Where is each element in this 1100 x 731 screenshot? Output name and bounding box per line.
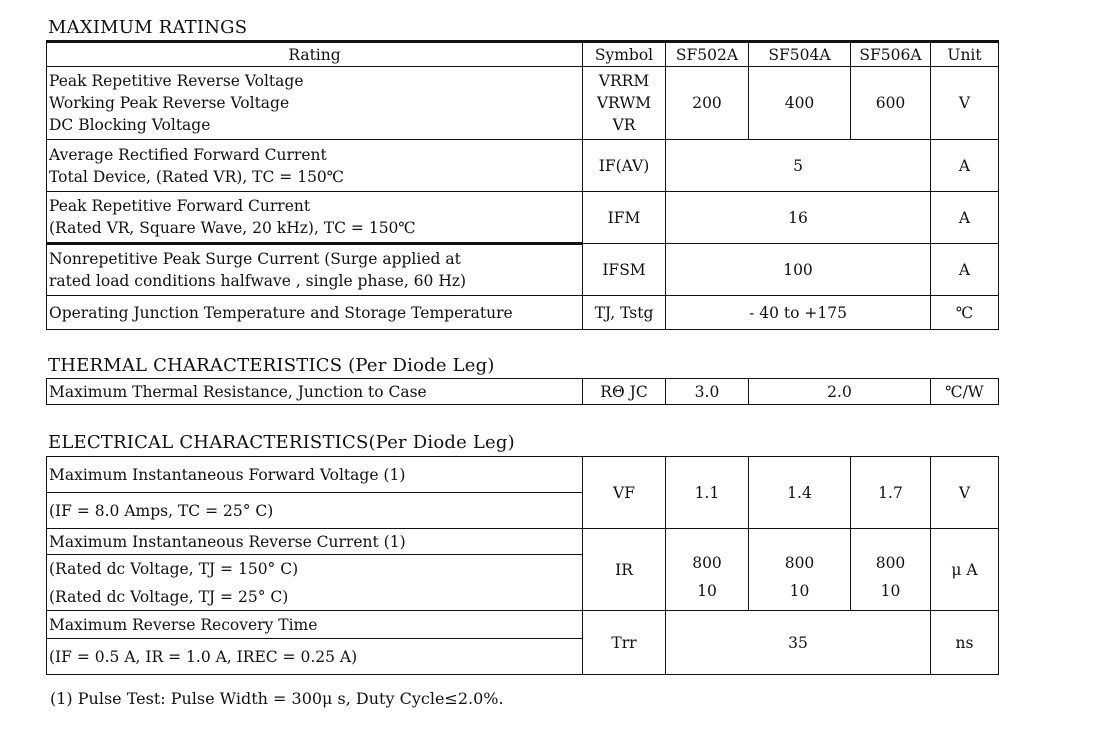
value-cell: 5: [666, 140, 931, 192]
value-cell: [749, 529, 851, 611]
value-cell: 1.1: [666, 457, 749, 529]
rating-line: (Rated VR, Square Wave, 20 kHz), TC = 150℃: [49, 219, 416, 237]
symbol-line: VR: [612, 116, 636, 134]
symbol-cell: RΘ JC: [583, 379, 666, 405]
table-row: [47, 244, 999, 296]
thermal-table: [46, 378, 999, 405]
unit-cell: V: [931, 67, 999, 140]
value-cell: 1.7: [851, 457, 931, 529]
table-row: [47, 67, 999, 140]
value-line: 10: [789, 581, 810, 600]
symbol-line: VRWM: [596, 94, 652, 112]
symbol-cell: IR: [583, 529, 666, 611]
value-cell: 3.0: [666, 379, 749, 405]
symbol-cell: [583, 67, 666, 140]
value-cell: 400: [749, 67, 851, 140]
header-rating: Rating: [47, 42, 583, 67]
header-symbol: Symbol: [583, 42, 666, 67]
value-cell: 2.0: [749, 379, 931, 405]
rating-line: DC Blocking Voltage: [49, 116, 211, 134]
rating-line: Peak Repetitive Forward Current: [49, 197, 311, 215]
table-row: [47, 611, 999, 639]
value-line: 800: [692, 553, 722, 572]
value-line: 10: [697, 581, 717, 600]
symbol-cell: Trr: [583, 611, 666, 675]
unit-cell: μ A: [931, 529, 999, 611]
value-cell: - 40 to +175: [666, 296, 931, 330]
rating-cell: [47, 555, 583, 611]
table-row: [47, 379, 999, 405]
unit-cell: ℃/W: [931, 379, 999, 405]
unit-cell: ℃: [931, 296, 999, 330]
rating-cell: Maximum Thermal Resistance, Junction to Case: [47, 379, 583, 405]
table-row: [47, 192, 999, 244]
value-cell: 1.4: [749, 457, 851, 529]
rating-cell: Operating Junction Temperature and Storage Temperature: [47, 296, 583, 330]
rating-cell: Maximum Instantaneous Forward Voltage (1): [47, 457, 583, 493]
rating-line: Total Device, (Rated VR), TC = 150℃: [49, 167, 345, 186]
thermal-title: THERMAL CHARACTERISTICS (Per Diode Leg): [48, 355, 495, 376]
value-cell: [851, 529, 931, 611]
value-line: 10: [880, 581, 901, 600]
rating-cell: (IF = 8.0 Amps, TC = 25° C): [47, 493, 583, 529]
symbol-cell: TJ, Tstg: [583, 296, 666, 330]
header-sf502a: SF502A: [666, 42, 749, 67]
rating-line: Average Rectified Forward Current: [49, 145, 327, 164]
symbol-cell: IFSM: [583, 244, 666, 296]
rating-line: rated load conditions halfwave , single phase, 60 Hz): [49, 272, 467, 290]
rating-line: (Rated dc Voltage, TJ = 150° C): [49, 559, 299, 578]
header-row: [47, 42, 999, 67]
rating-cell: [47, 67, 583, 140]
rating-cell: Maximum Reverse Recovery Time: [47, 611, 583, 639]
unit-cell: ns: [931, 611, 999, 675]
unit-cell: A: [931, 244, 999, 296]
max-ratings-table: [46, 40, 999, 330]
value-cell: 200: [666, 67, 749, 140]
symbol-line: VRRM: [598, 72, 650, 90]
header-sf506a: SF506A: [851, 42, 931, 67]
symbol-cell: VF: [583, 457, 666, 529]
rating-cell: [47, 244, 583, 296]
unit-cell: A: [931, 140, 999, 192]
value-line: 800: [875, 553, 906, 572]
rating-line: Peak Repetitive Reverse Voltage: [49, 72, 304, 90]
symbol-cell: IF(AV): [583, 140, 666, 192]
unit-cell: V: [931, 457, 999, 529]
rating-cell: [47, 192, 583, 244]
table-row: [47, 457, 999, 493]
footnote: (1) Pulse Test: Pulse Width = 300μ s, Duty Cycle≤2.0%.: [50, 689, 504, 708]
value-cell: 100: [666, 244, 931, 296]
value-line: 800: [784, 553, 815, 572]
header-sf504a: SF504A: [749, 42, 851, 67]
table-row: [47, 296, 999, 330]
symbol-cell: IFM: [583, 192, 666, 244]
rating-line: (Rated dc Voltage, TJ = 25° C): [49, 587, 289, 606]
value-cell: 600: [851, 67, 931, 140]
electrical-title: ELECTRICAL CHARACTERISTICS(Per Diode Leg): [48, 432, 515, 453]
value-cell: [666, 529, 749, 611]
table-row: [47, 140, 999, 192]
max-ratings-title: MAXIMUM RATINGS: [48, 17, 248, 38]
rating-line: Working Peak Reverse Voltage: [49, 94, 290, 112]
electrical-table: [46, 456, 999, 675]
unit-cell: A: [931, 192, 999, 244]
value-cell: 16: [666, 192, 931, 244]
rating-cell: [47, 140, 583, 192]
table-row: [47, 529, 999, 555]
rating-cell: Maximum Instantaneous Reverse Current (1): [47, 529, 583, 555]
header-unit: Unit: [931, 42, 999, 67]
value-cell: 35: [666, 611, 931, 675]
rating-cell: (IF = 0.5 A, IR = 1.0 A, IREC = 0.25 A): [47, 639, 583, 675]
rating-line: Nonrepetitive Peak Surge Current (Surge applied at: [49, 250, 461, 268]
